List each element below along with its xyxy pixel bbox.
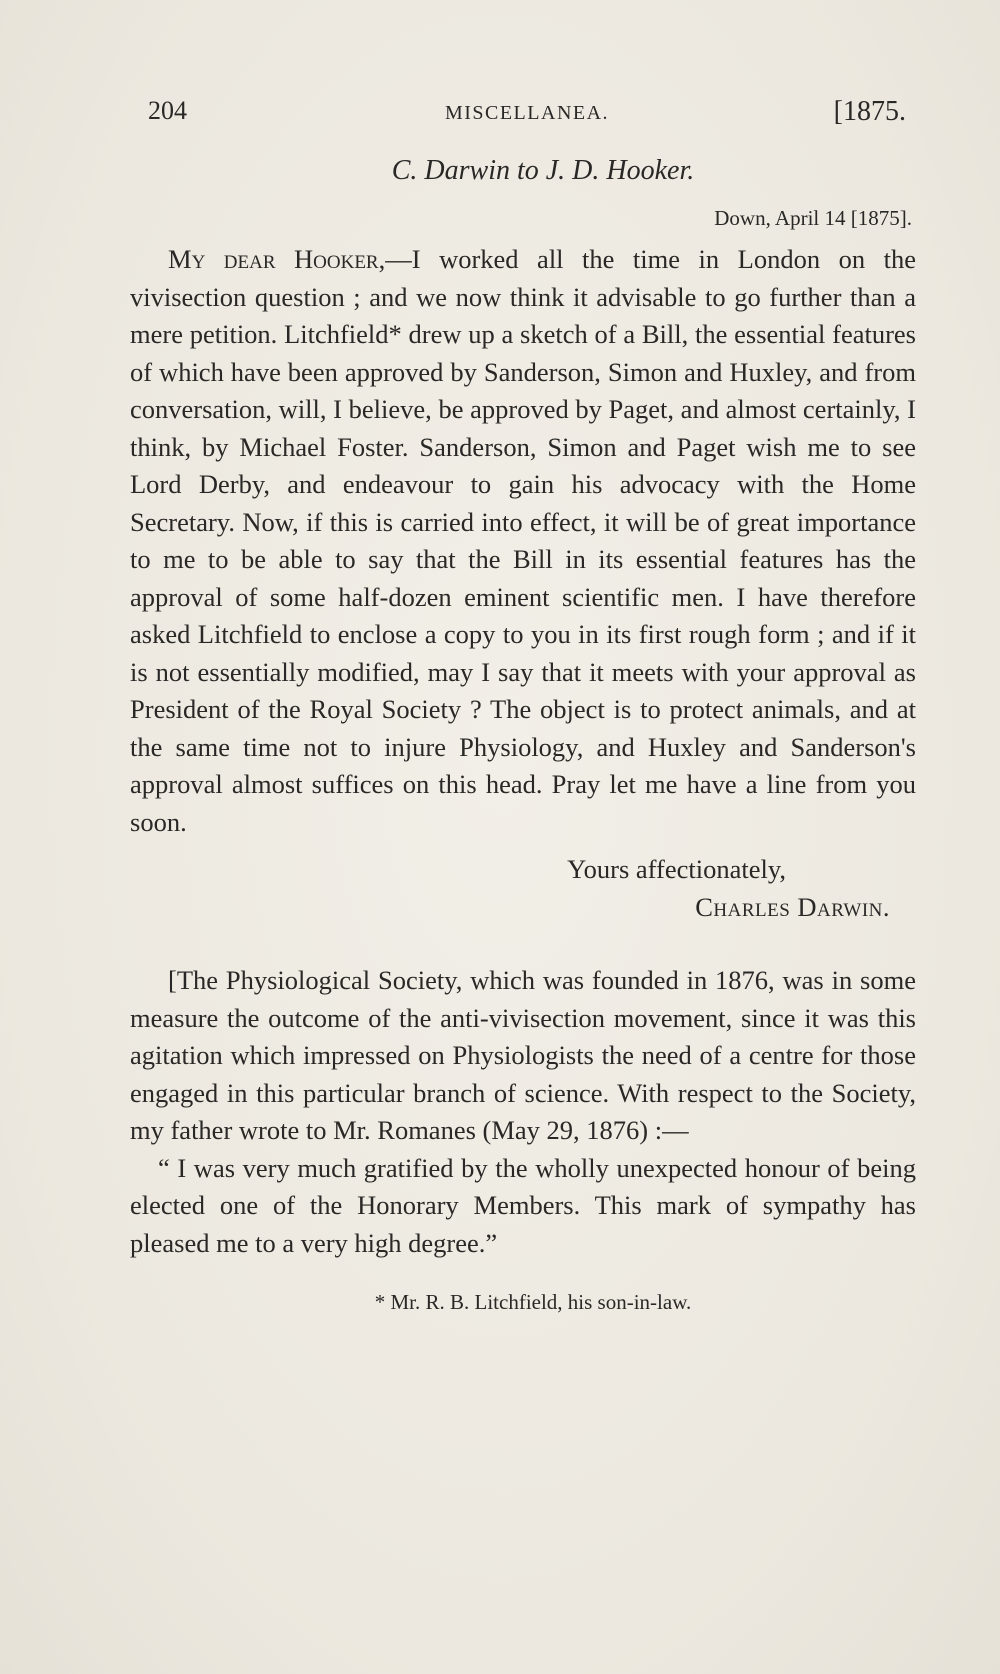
letter-body <box>130 241 916 841</box>
year-bracket: [1875. <box>833 96 906 127</box>
running-head: MISCELLANEA. <box>444 102 610 124</box>
letter-title: C. Darwin to J. D. Hooker. <box>391 155 695 186</box>
footnote: * Mr. R. B. Litchfield, his son-in-law. <box>374 1290 692 1314</box>
page-header <box>148 92 906 136</box>
page-number: 204 <box>148 96 187 125</box>
letter-signature: Charles Darwin. <box>695 891 890 922</box>
letter-body-text: —I worked all the time in London on the vivisection question ; and we now think it advisable to go further than a mere petition. Litchfield* drew up a sketch of a Bill, the essential features of which have been approved by Sanderson, Simon and Huxley, and from conversation, will, I believe, be approved by Paget, and almost certainly, I think, by Michael Foster. Sanderson, Simon and Paget wish me to see Lord Derby, and endeavour to gain his advocacy with the Home Secretary. Now, if this is carried into effect, it will be of great importance to me to be able to say that the Bill in its essential features has the approval of some half-dozen eminent scientific men. I have therefore asked Litchfield to enclose a copy to you in its first rough form ; and if it is not essentially modified, may I say that it meets with your approval as President of the Royal Society ? The object is to protect animals, and at the same time not to injure Physiology, and Huxley and Sanderson's approval almost suffices on this head. Pray let me have a line from you soon. <box>130 244 916 837</box>
quoted-letter: “ I was very much gratified by the wholly unexpected honour of being elected one of the Honorary Members. This mark of sympathy has pleased me to a very high degree.” <box>130 1152 916 1258</box>
letter-dateline: Down, April 14 [1875]. <box>714 205 912 230</box>
letter-salutation: My dear Hooker, <box>168 244 386 274</box>
editorial-paragraph: [The Physiological Society, which was founded in 1876, was in some measure the outcome of the anti-vivisection movement, since it was this agitation which impressed on Physiologists the need of a centre for those engaged in this particular branch of science. With respect to the Society, my father wrote to Mr. Romanes (May 29, 1876) :— <box>130 965 916 1145</box>
page-body <box>130 152 916 1322</box>
letter-closing: Yours affectionately, <box>567 854 786 884</box>
